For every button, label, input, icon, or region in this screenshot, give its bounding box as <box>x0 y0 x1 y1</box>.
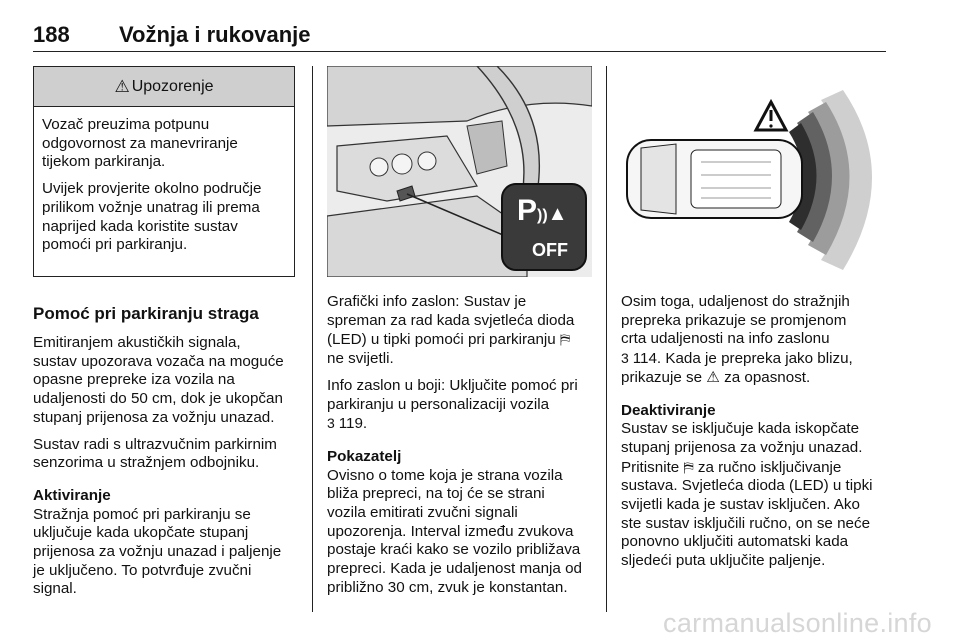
car-sensor-illustration <box>621 90 876 280</box>
page-number: 188 <box>33 22 70 47</box>
paragraph: Sustav radi s ultrazvučnim parkirnim senzorima u stražnjem odbojniku. <box>33 435 277 472</box>
parking-button-icon: ⛿ <box>559 331 571 348</box>
subheading: Aktiviranje <box>33 486 111 504</box>
header-rule <box>33 51 886 52</box>
warning-triangle-icon: ⚠ <box>114 76 130 96</box>
subheading: Pokazatelj <box>327 447 402 465</box>
paragraph: Stražnja pomoć pri parkiranju se uključuje kada ukopčate stupanj prijenosa za vožnju unazad i paljenje je uključeno. To potvrđuje zvučni signal. <box>33 505 282 598</box>
section-title: Pomoć pri parkiranju straga <box>33 304 259 323</box>
column-3 <box>621 293 889 579</box>
paragraph: Emitiranjem akustičkih signala, sustav upozorava vozača na moguće opasne prepreke iza vozila na udaljenosti do 50 cm, dok je ukopčan stupanj prijenosa za vožnju unazad. <box>33 334 284 426</box>
distance-diagram <box>621 90 876 280</box>
warning-title: Upozorenje <box>131 77 214 95</box>
paragraph: Ovisno o tome koja je strana vozila bliža prepreci, na toj će se strani vozila emitirati zvučni signali upozorenja. Interval između zvukova postaje kraći kako se vozilo približava prepreci. Kada je udaljenost manja od približno 30 cm, zvuk je konstantan. <box>327 466 582 596</box>
subheading: Deaktiviranje <box>621 401 716 419</box>
footer-watermark: carmanualsonline.info <box>663 608 932 638</box>
dashboard-photo <box>327 66 592 277</box>
warning-text: Uvijek provjerite okolno područje prilikom vožnje unatrag ili prema naprijed kada koristite sustav pomoći pri parkiranju. <box>42 180 262 254</box>
parking-assist-icon: P))▲ <box>517 194 568 227</box>
warning-body <box>34 107 294 255</box>
warning-header <box>34 67 294 107</box>
paragraph: Grafički info zaslon: Sustav je spreman za rad kada svjetleća dioda (LED) u tipki pomoći pri parkiranju ⛿ ne svijetli. <box>327 293 575 368</box>
page-title: Vožnja i rukovanje <box>119 22 311 47</box>
paragraph: Osim toga, udaljenost do stražnjih prepreka prikazuje se promjenom crta udaljenosti na info zaslonu 3 114. Kada je prepreka jako blizu, prikazuje se ⚠ za opasnost. <box>621 293 853 386</box>
warning-text: Vozač preuzima potpunu odgovornost za manevriranje tijekom parkiranja. <box>42 116 238 171</box>
column-divider <box>312 66 313 612</box>
paragraph: Sustav se isključuje kada iskopčate stupanj prijenosa za vožnju unazad. Pritisnite ⛿ za ručno isključivanje sustava. Svjetleća dioda (LED) u tipki svijetli kada je sustav isključen. Ako ste sustav isključili ručno, on se neće ponovno uključiti automatski kada sljedeći puta uključite paljenje. <box>621 420 873 570</box>
page-header <box>33 8 886 48</box>
page-ref-icon: 3 <box>621 350 633 367</box>
column-divider <box>606 66 607 612</box>
paragraph: Info zaslon u boji: Uključite pomoć pri parkiranju u personalizaciji vozila 3 119. <box>327 376 578 433</box>
warning-box <box>33 66 295 277</box>
column-2 <box>327 293 592 606</box>
parking-button-icon: ⛿ <box>683 458 694 475</box>
column-1 <box>33 66 297 607</box>
off-button-label: OFF <box>532 240 568 260</box>
warning-triangle-icon: ⚠ <box>706 368 720 386</box>
page-ref-icon: 3 <box>327 415 339 432</box>
